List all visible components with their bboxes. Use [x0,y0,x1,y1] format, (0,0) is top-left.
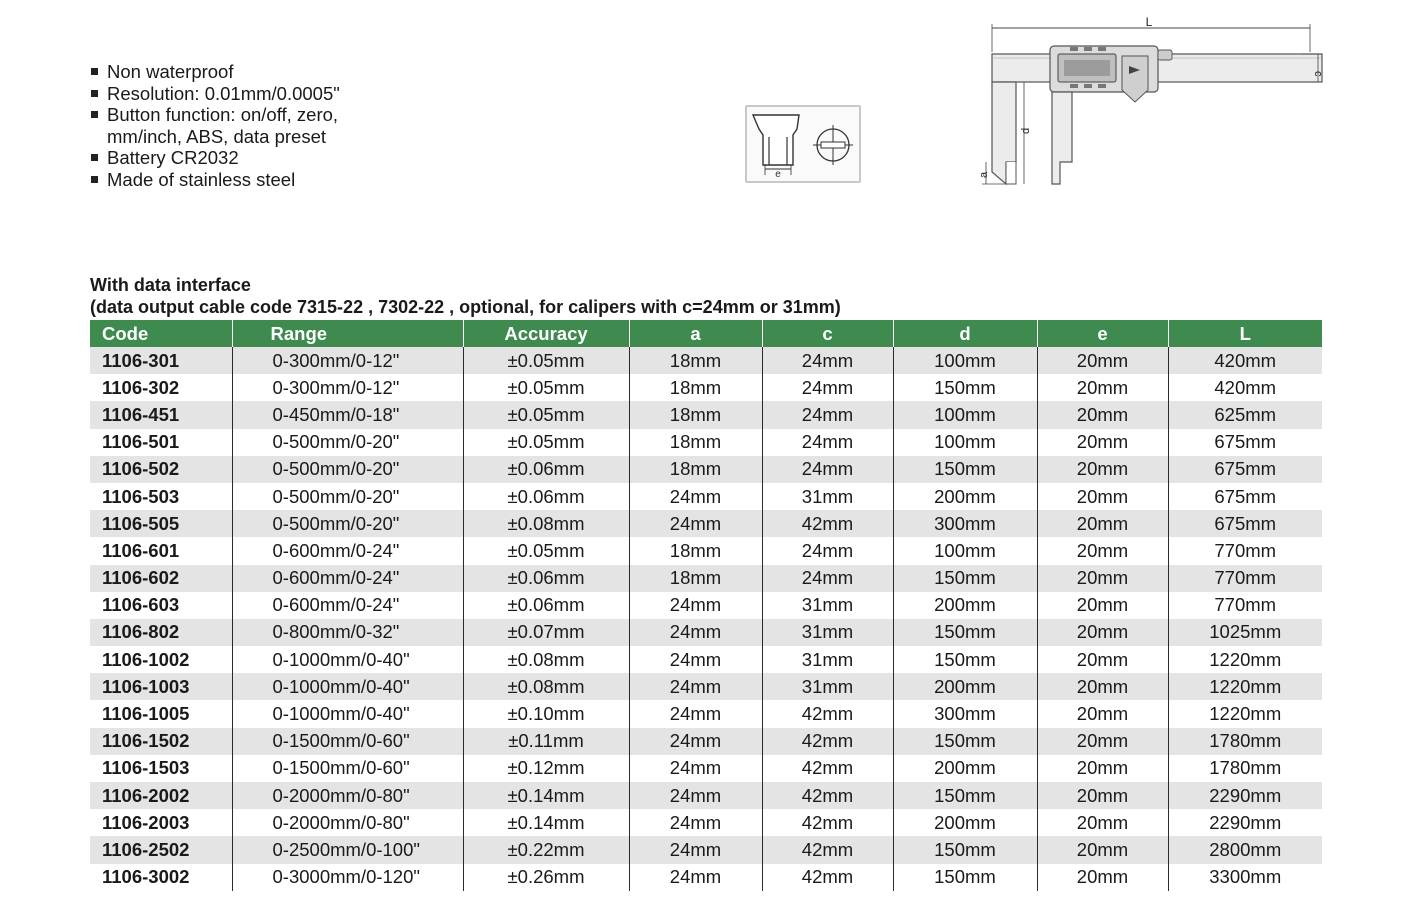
cell-accuracy: ±0.05mm [463,537,629,564]
cell-e: 20mm [1037,782,1168,809]
cell-a: 24mm [629,864,762,891]
cell-d: 200mm [893,755,1037,782]
cell-c: 42mm [762,700,893,727]
cell-code: 1106-301 [90,347,232,374]
jaw-e-label: e [775,169,781,180]
cell-l: 675mm [1168,456,1322,483]
cell-code: 1106-602 [90,565,232,592]
cell-c: 42mm [762,728,893,755]
cell-a: 18mm [629,456,762,483]
cell-l: 420mm [1168,374,1322,401]
spec-table [90,320,1322,891]
cell-a: 24mm [629,728,762,755]
table-header-row [90,320,1322,347]
cell-accuracy: ±0.10mm [463,700,629,727]
table-row [90,782,1322,809]
cell-d: 200mm [893,483,1037,510]
cell-code: 1106-1005 [90,700,232,727]
cell-e: 20mm [1037,619,1168,646]
cell-l: 1220mm [1168,700,1322,727]
cell-c: 24mm [762,429,893,456]
cell-code: 1106-2502 [90,836,232,863]
cell-a: 18mm [629,565,762,592]
table-row [90,565,1322,592]
cell-l: 675mm [1168,483,1322,510]
table-row [90,483,1322,510]
cell-code: 1106-2003 [90,809,232,836]
cell-d: 300mm [893,700,1037,727]
table-row [90,429,1322,456]
cell-range: 0-1500mm/0-60" [232,728,463,755]
cell-d: 150mm [893,646,1037,673]
cell-d: 150mm [893,374,1037,401]
cell-code: 1106-505 [90,510,232,537]
cell-d: 150mm [893,456,1037,483]
cell-accuracy: ±0.11mm [463,728,629,755]
cell-l: 770mm [1168,565,1322,592]
cell-l: 1220mm [1168,673,1322,700]
cell-d: 100mm [893,347,1037,374]
cell-code: 1106-603 [90,592,232,619]
cell-range: 0-2000mm/0-80" [232,809,463,836]
feature-item: Battery CR2032 [90,147,340,169]
table-row [90,864,1322,891]
caption-title: With data interface [90,275,251,295]
dimension-a-label: a [978,171,990,178]
column-header-code: Code [90,320,232,347]
cell-e: 20mm [1037,537,1168,564]
cell-e: 20mm [1037,864,1168,891]
dimension-d-label: d [1020,127,1032,134]
cell-d: 150mm [893,565,1037,592]
table-row [90,809,1322,836]
cell-e: 20mm [1037,456,1168,483]
cell-c: 24mm [762,374,893,401]
cell-c: 24mm [762,347,893,374]
cell-l: 1025mm [1168,619,1322,646]
cell-accuracy: ±0.05mm [463,401,629,428]
cell-code: 1106-3002 [90,864,232,891]
cell-range: 0-2500mm/0-100" [232,836,463,863]
table-row [90,456,1322,483]
column-header-range: Range [232,320,463,347]
cell-accuracy: ±0.05mm [463,429,629,456]
cell-accuracy: ±0.06mm [463,592,629,619]
cell-l: 1780mm [1168,755,1322,782]
cell-accuracy: ±0.08mm [463,646,629,673]
cell-accuracy: ±0.06mm [463,565,629,592]
cell-e: 20mm [1037,646,1168,673]
cell-a: 24mm [629,700,762,727]
dimension-c-label: c [1312,71,1324,77]
cell-a: 18mm [629,401,762,428]
cell-l: 675mm [1168,429,1322,456]
cell-e: 20mm [1037,728,1168,755]
cell-code: 1106-502 [90,456,232,483]
cell-c: 24mm [762,537,893,564]
cell-accuracy: ±0.07mm [463,619,629,646]
cell-range: 0-1500mm/0-60" [232,755,463,782]
cell-c: 24mm [762,565,893,592]
cell-e: 20mm [1037,755,1168,782]
cell-code: 1106-1502 [90,728,232,755]
table-row [90,673,1322,700]
cell-range: 0-300mm/0-12" [232,374,463,401]
cell-e: 20mm [1037,483,1168,510]
cell-a: 24mm [629,592,762,619]
cell-a: 24mm [629,809,762,836]
column-header-accuracy: Accuracy [463,320,629,347]
caption-note: (data output cable code 7315-22 , 7302-22 , optional, for calipers with c=24mm or 31mm) [90,297,841,317]
cell-a: 24mm [629,510,762,537]
cell-e: 20mm [1037,401,1168,428]
cell-d: 150mm [893,728,1037,755]
cell-c: 31mm [762,673,893,700]
cell-d: 100mm [893,429,1037,456]
cell-accuracy: ±0.26mm [463,864,629,891]
cell-code: 1106-1003 [90,673,232,700]
cell-c: 31mm [762,483,893,510]
cell-a: 24mm [629,782,762,809]
cell-code: 1106-802 [90,619,232,646]
jaw-profile-drawing [747,107,859,181]
cell-accuracy: ±0.22mm [463,836,629,863]
cell-d: 200mm [893,809,1037,836]
cell-l: 1220mm [1168,646,1322,673]
cell-c: 42mm [762,782,893,809]
cell-l: 770mm [1168,537,1322,564]
feature-item: Resolution: 0.01mm/0.0005" [90,83,340,105]
cell-code: 1106-1503 [90,755,232,782]
table-row [90,619,1322,646]
cell-e: 20mm [1037,592,1168,619]
cell-range: 0-300mm/0-12" [232,347,463,374]
table-row [90,700,1322,727]
cell-l: 2800mm [1168,836,1322,863]
cell-e: 20mm [1037,673,1168,700]
feature-item: Non waterproof [90,61,340,83]
cell-code: 1106-302 [90,374,232,401]
cell-l: 625mm [1168,401,1322,428]
table-caption [90,274,841,318]
table-row [90,537,1322,564]
cell-d: 150mm [893,619,1037,646]
cell-c: 24mm [762,401,893,428]
cell-c: 42mm [762,864,893,891]
cell-l: 1780mm [1168,728,1322,755]
cell-e: 20mm [1037,836,1168,863]
cell-a: 18mm [629,429,762,456]
cell-range: 0-1000mm/0-40" [232,673,463,700]
cell-d: 100mm [893,401,1037,428]
cell-a: 24mm [629,836,762,863]
cell-code: 1106-501 [90,429,232,456]
cell-a: 24mm [629,619,762,646]
cell-range: 0-450mm/0-18" [232,401,463,428]
cell-accuracy: ±0.05mm [463,374,629,401]
cell-c: 31mm [762,646,893,673]
cell-range: 0-500mm/0-20" [232,510,463,537]
cell-range: 0-3000mm/0-120" [232,864,463,891]
cell-accuracy: ±0.12mm [463,755,629,782]
cell-e: 20mm [1037,700,1168,727]
cell-c: 31mm [762,619,893,646]
cell-range: 0-500mm/0-20" [232,456,463,483]
caliper-diagram [972,12,1324,190]
column-header-c: c [762,320,893,347]
cell-accuracy: ±0.06mm [463,483,629,510]
table-row [90,755,1322,782]
cell-d: 300mm [893,510,1037,537]
cell-a: 18mm [629,374,762,401]
cell-code: 1106-601 [90,537,232,564]
cell-code: 1106-503 [90,483,232,510]
table-row [90,592,1322,619]
cell-d: 200mm [893,673,1037,700]
cell-c: 42mm [762,755,893,782]
cell-d: 100mm [893,537,1037,564]
feature-item-continued: mm/inch, ABS, data preset [107,125,327,147]
feature-list [90,61,340,190]
cell-c: 42mm [762,809,893,836]
table-row [90,646,1322,673]
cell-code: 1106-1002 [90,646,232,673]
cell-range: 0-600mm/0-24" [232,537,463,564]
cell-a: 24mm [629,673,762,700]
cell-accuracy: ±0.06mm [463,456,629,483]
table-row [90,347,1322,374]
cell-code: 1106-2002 [90,782,232,809]
cell-e: 20mm [1037,510,1168,537]
feature-item: Made of stainless steel [90,169,340,191]
cell-l: 2290mm [1168,809,1322,836]
table-body [90,347,1322,891]
cell-accuracy: ±0.08mm [463,673,629,700]
cell-a: 24mm [629,483,762,510]
column-header-l: L [1168,320,1322,347]
cell-range: 0-800mm/0-32" [232,619,463,646]
cell-l: 770mm [1168,592,1322,619]
cell-range: 0-600mm/0-24" [232,565,463,592]
cell-code: 1106-451 [90,401,232,428]
cell-d: 150mm [893,782,1037,809]
cell-c: 24mm [762,456,893,483]
cell-d: 150mm [893,836,1037,863]
cell-accuracy: ±0.14mm [463,809,629,836]
table-row [90,836,1322,863]
cell-e: 20mm [1037,429,1168,456]
cell-a: 18mm [629,347,762,374]
cell-e: 20mm [1037,809,1168,836]
table-row [90,510,1322,537]
table-row [90,728,1322,755]
cell-c: 31mm [762,592,893,619]
cell-c: 42mm [762,836,893,863]
cell-l: 420mm [1168,347,1322,374]
cell-e: 20mm [1037,347,1168,374]
cell-range: 0-500mm/0-20" [232,483,463,510]
table-row [90,401,1322,428]
jaw-measurement-icon [745,105,861,183]
cell-a: 24mm [629,755,762,782]
cell-accuracy: ±0.14mm [463,782,629,809]
column-header-e: e [1037,320,1168,347]
cell-range: 0-1000mm/0-40" [232,700,463,727]
cell-accuracy: ±0.05mm [463,347,629,374]
cell-l: 2290mm [1168,782,1322,809]
cell-e: 20mm [1037,374,1168,401]
cell-accuracy: ±0.08mm [463,510,629,537]
column-header-a: a [629,320,762,347]
cell-range: 0-2000mm/0-80" [232,782,463,809]
table-row [90,374,1322,401]
cell-l: 3300mm [1168,864,1322,891]
cell-range: 0-500mm/0-20" [232,429,463,456]
cell-d: 150mm [893,864,1037,891]
cell-range: 0-1000mm/0-40" [232,646,463,673]
cell-l: 675mm [1168,510,1322,537]
column-header-d: d [893,320,1037,347]
cell-c: 42mm [762,510,893,537]
feature-item: Button function: on/off, zero, [90,104,340,126]
dimension-l-label: L [1145,15,1153,29]
cell-a: 18mm [629,537,762,564]
cell-e: 20mm [1037,565,1168,592]
cell-range: 0-600mm/0-24" [232,592,463,619]
cell-a: 24mm [629,646,762,673]
cell-d: 200mm [893,592,1037,619]
